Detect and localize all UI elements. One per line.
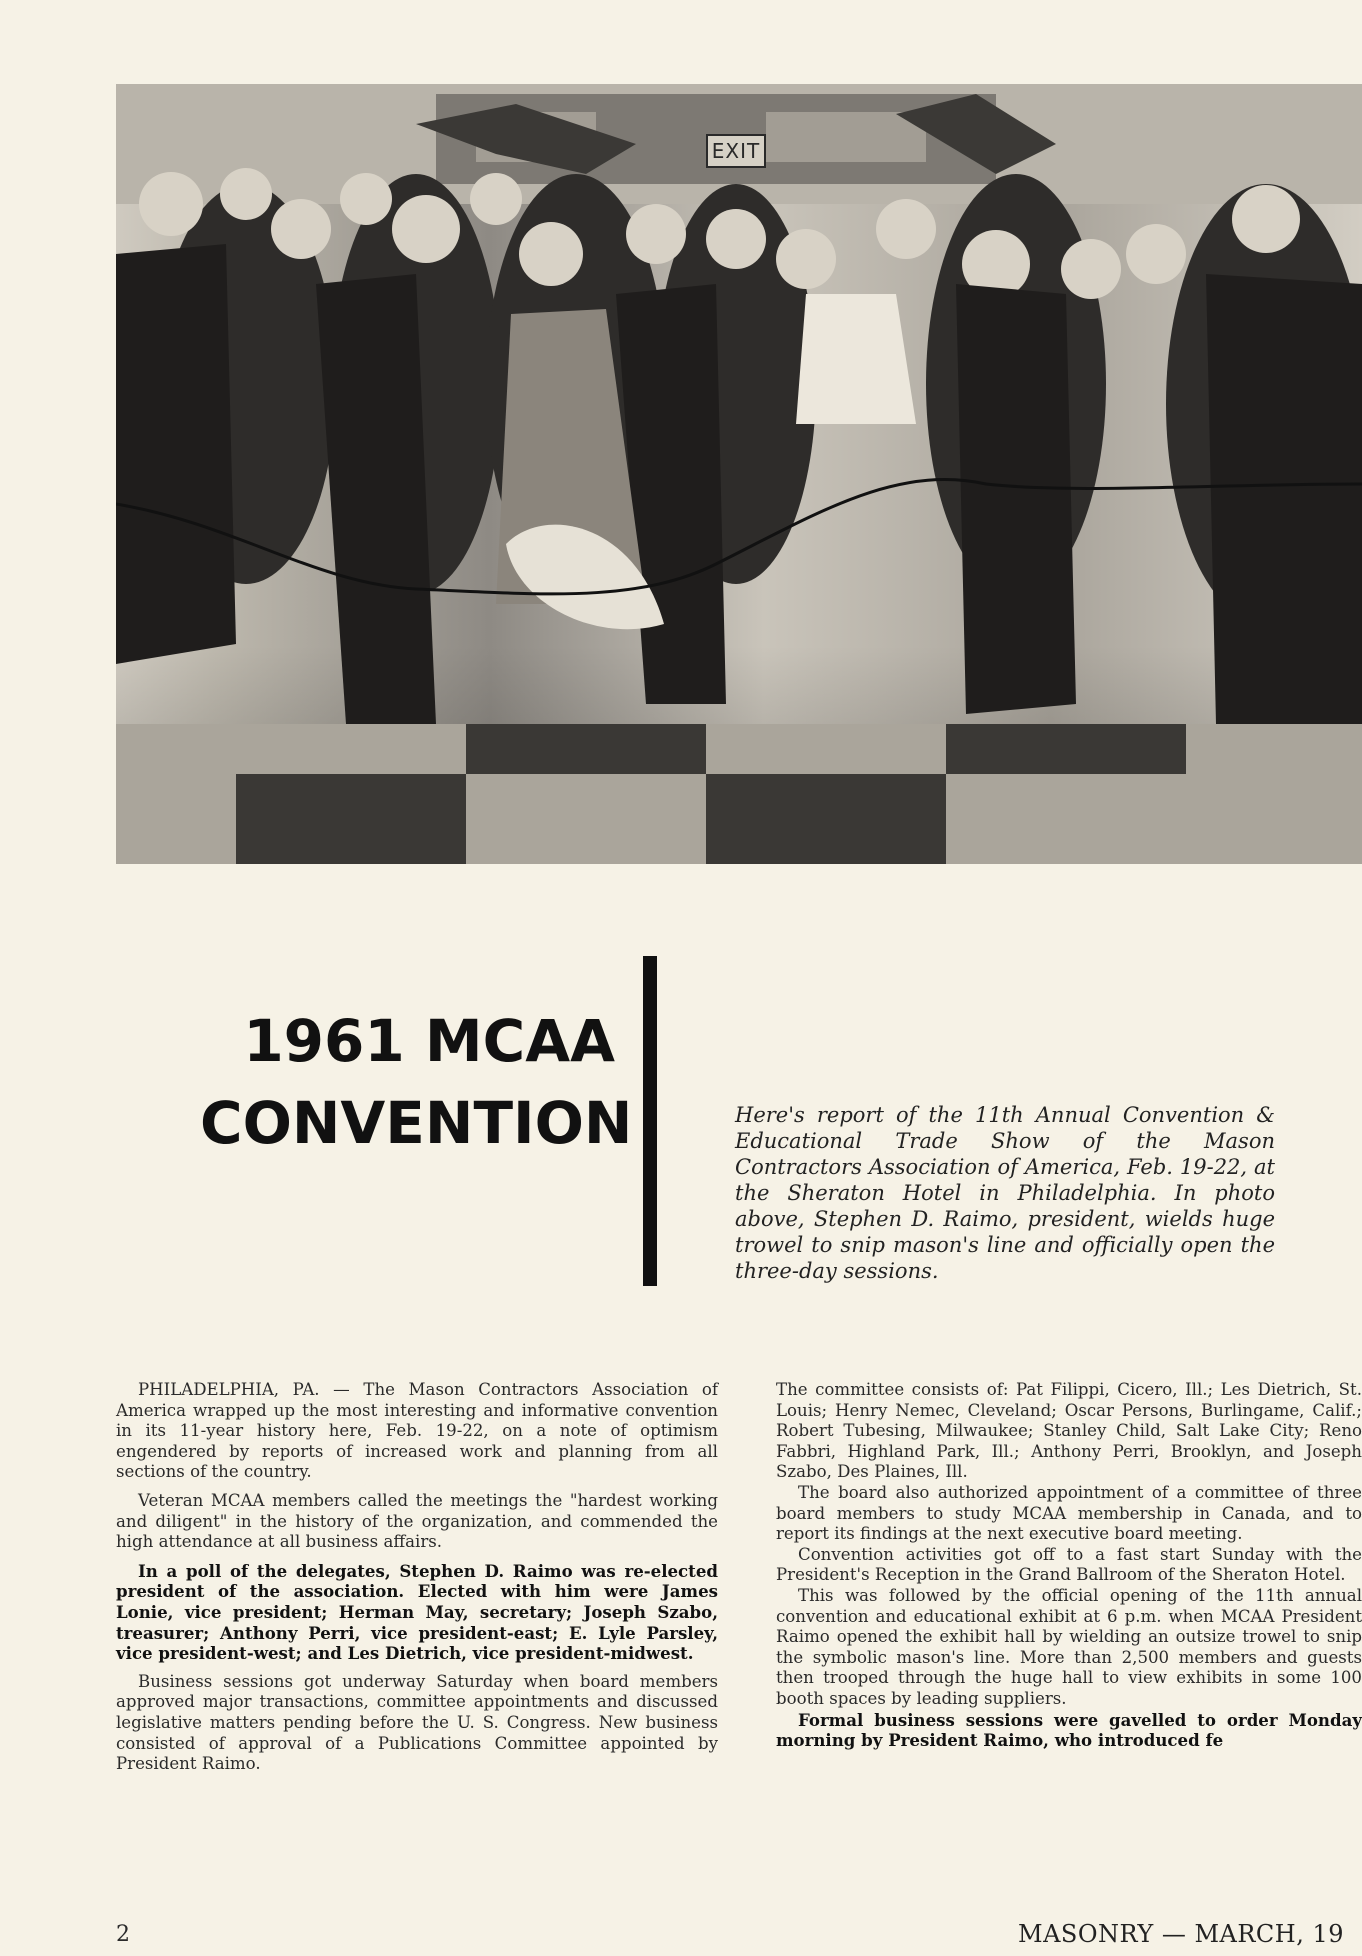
headline-line-1: 1961 MCAA (243, 1007, 615, 1075)
paragraph: The board also authorized appointment of a committee of three board members to study MCAA membership in Canada, and to report its findings at the next executive board meeting. (776, 1482, 1362, 1544)
paragraph: PHILADELPHIA, PA. — The Mason Contractors Association of America wrapped up the most interesting and informative convention in its 11-year history here, Feb. 19-22, on a note of optimism engendered by reports of increased work and planning from all sections of the country. (116, 1380, 718, 1482)
paragraph: Convention activities got off to a fast start Sunday with the President's Reception in the Grand Ballroom of the Sheraton Hotel. (776, 1544, 1362, 1585)
paragraph: Business sessions got underway Saturday when board members approved major transactions, committee appointments and discussed legislative matters pending before the U. S. Congress. New business consisted of approval of a Publications Committee appointed by President Raimo. (116, 1671, 718, 1774)
headline (200, 1000, 633, 1164)
page-number: 2 (116, 1922, 130, 1947)
paragraph: The committee consists of: Pat Filippi, Cicero, Ill.; Les Dietrich, St. Louis; Henry Nemec, Cleveland; Oscar Persons, Burlingame, Calif.; Robert Tubesing, Milwaukee; Stanley Child, Salt Lake City; Reno Fabbri, Highland Park, Ill.; Anthony Perri, Brooklyn, and Joseph Szabo, Des Plaines, Ill. (776, 1380, 1362, 1482)
body-column-right (776, 1380, 1362, 1751)
photo-scene (116, 84, 1362, 864)
paragraph: This was followed by the official opening of the 11th annual convention and educational exhibit at 6 p.m. when MCAA President Raimo opened the exhibit hall by wielding an outsize trowel to snip the symbolic mason's line. More than 2,500 members and guests then trooped through the huge hall to view exhibits in some 100 booth spaces by leading suppliers. (776, 1585, 1362, 1708)
convention-photo (116, 84, 1362, 864)
body-column-left (116, 1380, 718, 1783)
paragraph: Veteran MCAA members called the meetings the "hardest working and diligent" in the history of the organization, and commended the high attendance at all business affairs. (116, 1490, 718, 1552)
paragraph-bold: Formal business sessions were gavelled to order Monday morning by President Raimo, who introduced fe (776, 1709, 1362, 1751)
article-deck: Here's report of the 11th Annual Convention & Educational Trade Show of the Mason Contractors Association of America, Feb. 19-22, at the Sheraton Hotel in Philadelphia. In photo above, Stephen D. Raimo, president, wields huge trowel to snip mason's line and officially open the three-day sessions. (735, 1103, 1275, 1283)
vertical-divider (643, 956, 657, 1286)
headline-line-2: CONVENTION (200, 1089, 633, 1157)
paragraph-bold: In a poll of the delegates, Stephen D. Raimo was re-elected president of the association. Elected with him were James Lonie, vice president; Herman May, secretary; Joseph Szabo, treasurer; Anthony Perri, vice president-east; E. Lyle Parsley, vice president-west; and Les Dietrich, vice president-midwest. (116, 1560, 718, 1664)
exit-sign: EXIT (706, 134, 766, 168)
running-footer: MASONRY — MARCH, 19 (1018, 1920, 1345, 1948)
